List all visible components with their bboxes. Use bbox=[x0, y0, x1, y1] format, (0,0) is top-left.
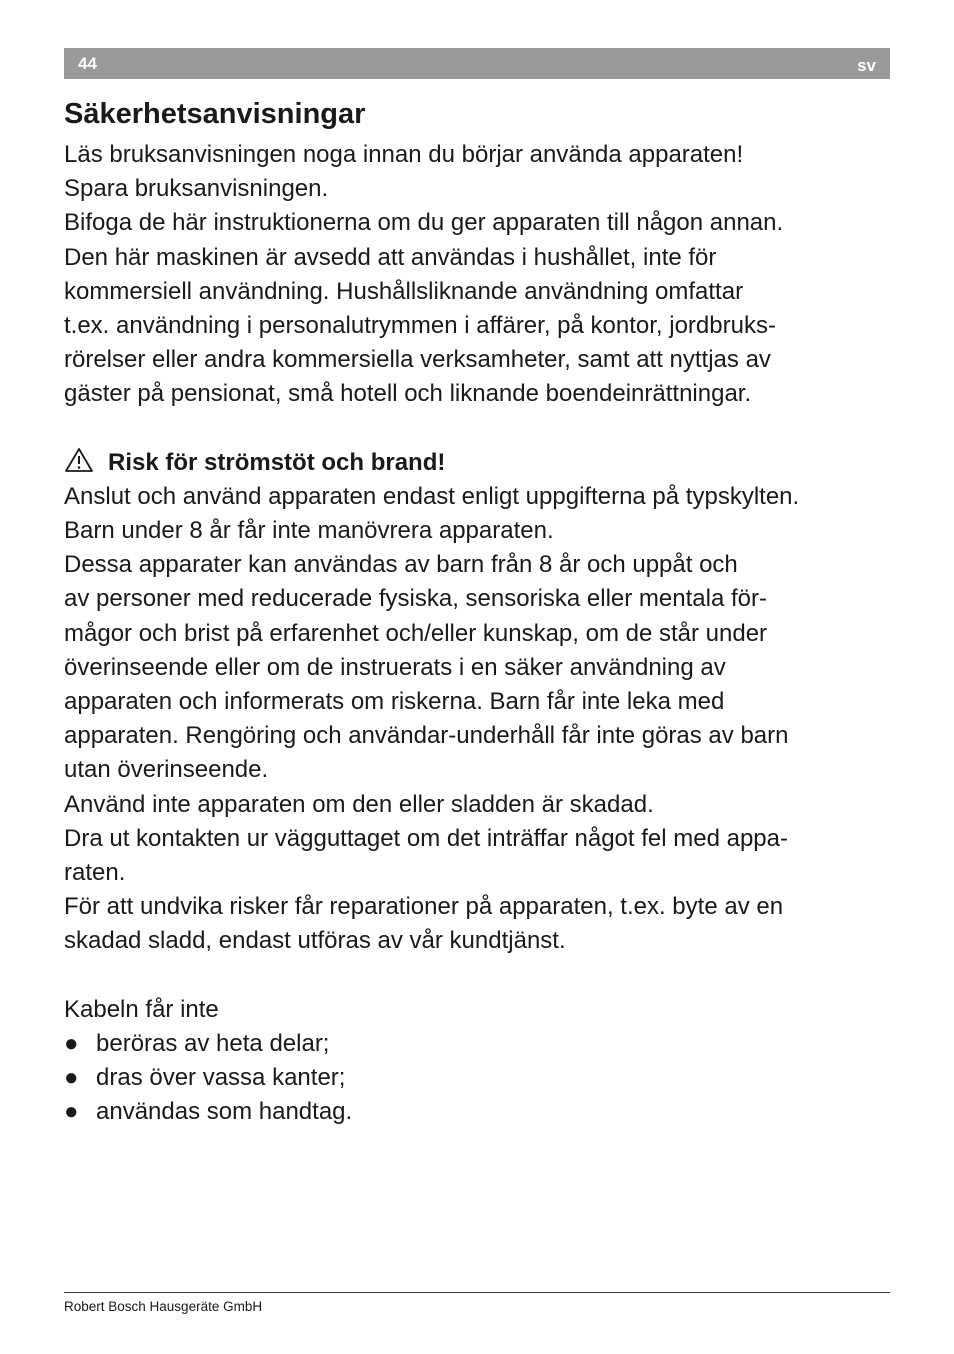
warning-line: skadad sladd, endast utföras av vår kundtjänst. bbox=[64, 927, 566, 955]
intro-line: Läs bruksanvisningen noga innan du börjar använda apparaten! bbox=[64, 141, 744, 168]
spacer bbox=[64, 412, 904, 446]
intro-line: Den här maskinen är avsedd att användas i hushållet, inte för bbox=[64, 243, 717, 271]
bullet-icon: ● bbox=[64, 1064, 79, 1092]
warning-heading: Risk för strömstöt och brand! bbox=[108, 448, 446, 476]
warning-line: apparaten och informerats om riskerna. Barn får inte leka med bbox=[64, 688, 725, 715]
footer-divider bbox=[64, 1292, 890, 1293]
cable-intro: Kabeln får inte bbox=[64, 995, 219, 1023]
list-item bbox=[64, 1061, 904, 1095]
footer-company: Robert Bosch Hausgeräte GmbH bbox=[64, 1299, 263, 1314]
list-item-text: beröras av heta delar; bbox=[96, 1029, 330, 1057]
intro-line: gäster på pensionat, små hotell och liknande boendeinrättningar. bbox=[64, 380, 752, 408]
bullet-icon: ● bbox=[64, 1029, 79, 1057]
warning-line: Använd inte apparaten om den eller sladden är skadad. bbox=[64, 790, 654, 818]
list-item-text: användas som handtag. bbox=[96, 1098, 353, 1126]
warning-line: Dessa apparater kan användas av barn från 8 år och uppåt och bbox=[64, 551, 738, 579]
intro-section bbox=[64, 138, 904, 1129]
language-code: sv bbox=[857, 56, 876, 75]
warning-line: Dra ut kontakten ur vägguttaget om det inträffar något fel med appa- bbox=[64, 824, 788, 852]
warning-line: apparaten. Rengöring och användar-underhåll får inte göras av barn bbox=[64, 722, 789, 750]
warning-line: överinseende eller om de instruerats i en säker användning av bbox=[64, 653, 726, 681]
intro-line: Spara bruksanvisningen. bbox=[64, 175, 329, 203]
page-number: 44 bbox=[78, 54, 97, 73]
warning-line: utan överinseende. bbox=[64, 756, 269, 784]
warning-line: För att undvika risker får reparationer på apparaten, t.ex. byte av en bbox=[64, 893, 784, 921]
warning-line: raten. bbox=[64, 858, 126, 886]
list-item-text: dras över vassa kanter; bbox=[96, 1064, 346, 1092]
warning-line: Barn under 8 år får inte manövrera apparaten. bbox=[64, 517, 554, 545]
header-bar bbox=[64, 48, 890, 79]
warning-line: av personer med reducerade fysiska, sensoriska eller mentala för- bbox=[64, 585, 767, 613]
intro-line: t.ex. användning i personalutrymmen i affärer, på kontor, jordbruks- bbox=[64, 311, 776, 339]
page-title: Säkerhetsanvisningar bbox=[64, 98, 366, 130]
warning-heading-line bbox=[64, 446, 904, 480]
bullet-icon: ● bbox=[64, 1098, 79, 1126]
warning-triangle-icon bbox=[64, 447, 94, 473]
intro-line: rörelser eller andra kommersiella verksamheter, samt att nyttjas av bbox=[64, 346, 771, 374]
warning-line: mågor och brist på erfarenhet och/eller kunskap, om de står under bbox=[64, 619, 768, 647]
warning-line: Anslut och använd apparaten endast enligt uppgifterna på typskylten. bbox=[64, 482, 800, 510]
list-item bbox=[64, 1095, 904, 1129]
intro-line: Bifoga de här instruktionerna om du ger apparaten till någon annan. bbox=[64, 209, 784, 237]
list-item bbox=[64, 1027, 904, 1061]
spacer bbox=[64, 959, 904, 993]
intro-line: kommersiell användning. Hushållsliknande användning omfattar bbox=[64, 277, 744, 305]
